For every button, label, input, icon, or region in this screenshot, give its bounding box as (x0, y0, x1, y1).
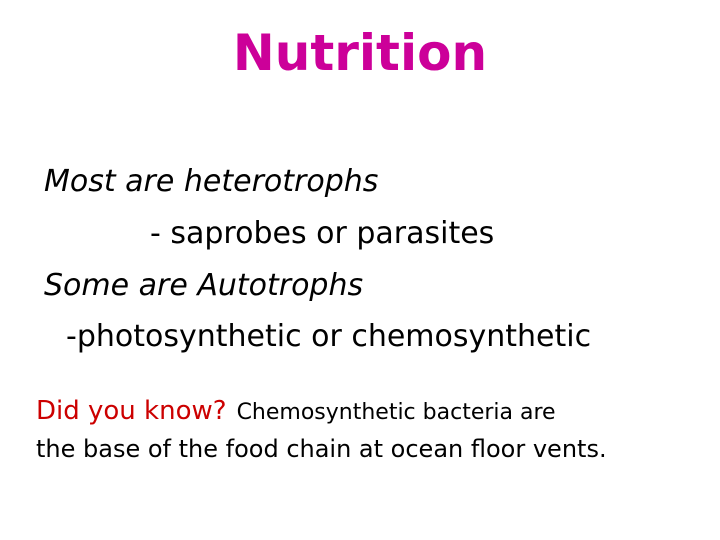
sub-bullet-saprobes: - saprobes or parasites (150, 216, 495, 251)
bullet-autotrophs: Some are Autotrophs (44, 268, 364, 303)
did-you-know-label: Did you know? (36, 396, 227, 426)
slide-title: Nutrition (232, 24, 488, 82)
note-text-line1: Chemosynthetic bacteria are (236, 400, 556, 425)
sub-bullet-photosynthetic: -photosynthetic or chemosynthetic (66, 319, 592, 354)
bullet-heterotrophs: Most are heterotrophs (44, 164, 379, 199)
note-text-line2: the base of the food chain at ocean floor vents. (36, 435, 607, 463)
did-you-know-note (36, 396, 556, 427)
